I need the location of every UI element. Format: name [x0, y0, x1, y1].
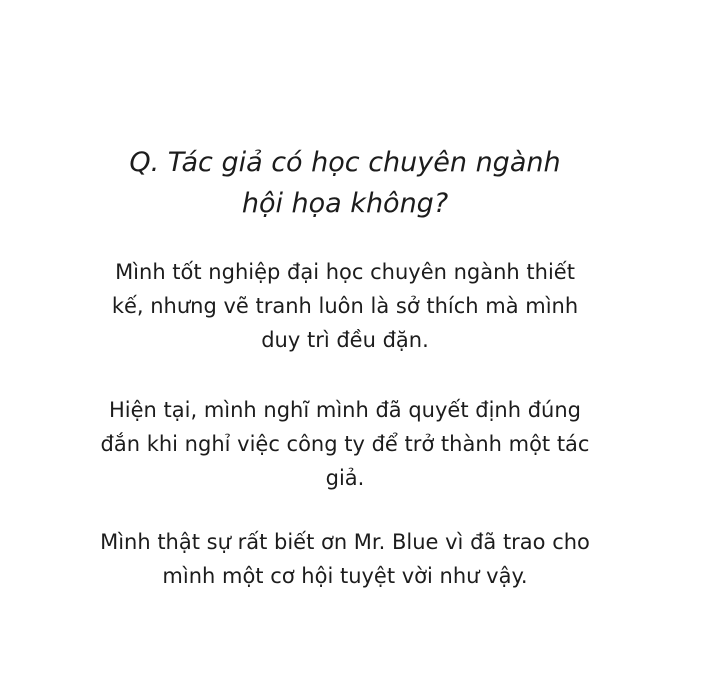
answer-paragraph-2-line: Hiện tại, mình nghĩ mình đã quyết định đúng — [109, 398, 581, 422]
answer-paragraph-1-line: kế, nhưng vẽ tranh luôn là sở thích mà mình — [111, 294, 579, 318]
answer-paragraph-3-line: Mình thật sự rất biết ơn Mr. Blue vì đã trao cho — [100, 530, 590, 554]
question-title-line-2: hội họa không? — [241, 188, 449, 219]
answer-paragraph-1-line: duy trì đều đặn. — [261, 328, 429, 352]
question-title-line-1: Q. Tác giả có học chuyên ngành — [129, 147, 561, 178]
answer-paragraph-1-line: Mình tốt nghiệp đại học chuyên ngành thiết — [115, 260, 575, 284]
answer-paragraph-2-line: giả. — [325, 466, 365, 490]
answer-paragraph-3-line: mình một cơ hội tuyệt vời như vậy. — [162, 564, 528, 588]
answer-paragraph-1 — [0, 255, 690, 357]
answer-paragraph-2 — [0, 393, 690, 495]
answer-paragraph-3 — [0, 525, 690, 593]
answer-paragraph-2-line: đắn khi nghỉ việc công ty để trở thành một tác — [100, 432, 590, 456]
